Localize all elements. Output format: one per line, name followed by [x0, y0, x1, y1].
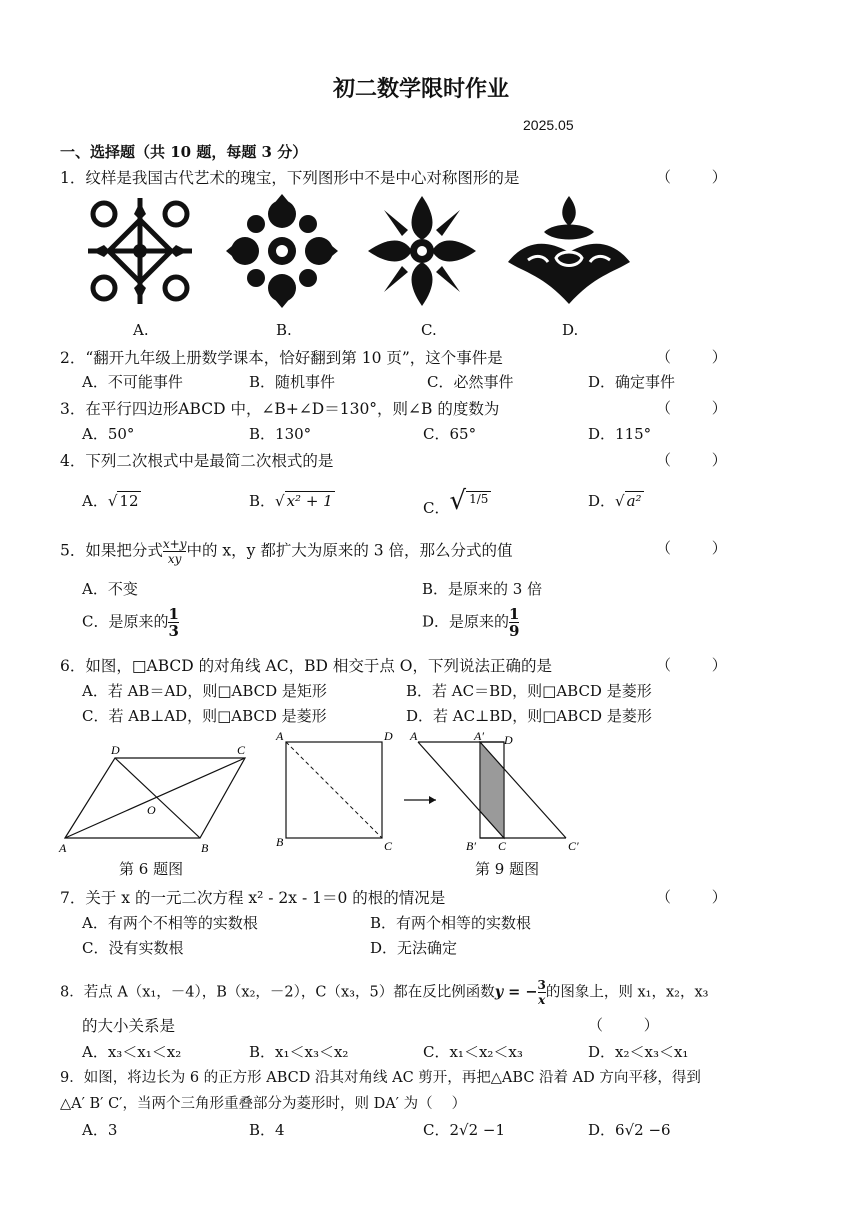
section-heading: 一、选择题（共 10 题，每题 3 分） [60, 143, 308, 161]
q8-option-d: D．x₂＜x₃＜x₁ [588, 1043, 689, 1061]
q4-text: 4．下列二次根式中是最简二次根式的是 [60, 452, 334, 470]
page-title: 初二数学限时作业 [333, 77, 510, 102]
q4-radicand-b: x² + 1 [286, 492, 333, 510]
q4-radicand-a: 12 [119, 492, 139, 510]
q3-option-b: B．130° [249, 425, 312, 443]
q1-option-a: A. [133, 321, 149, 339]
fig9-label-a2: A [410, 729, 418, 743]
q7-option-b: B．有两个相等的实数根 [370, 914, 532, 932]
q5-option-b: B．是原来的 3 倍 [422, 580, 543, 598]
q9-option-a: A．3 [82, 1121, 118, 1139]
q6-option-c: C．若 AB⊥AD，则□ABCD 是菱形 [82, 707, 327, 725]
pattern-a-image [84, 192, 196, 310]
fig9-label-d2: D [504, 733, 513, 747]
q7-answer-bracket: （ ） [656, 888, 745, 906]
q6-answer-bracket: （ ） [656, 656, 745, 674]
fig9-label-a-prime: A′ [474, 729, 484, 743]
q3-option-c: C．65° [423, 425, 477, 443]
q7-option-c: C．没有实数根 [82, 939, 184, 957]
q8-text-line2: 的大小关系是 [82, 1017, 176, 1035]
fig9-label-d: D [384, 729, 393, 743]
date: 2025.05 [523, 117, 574, 133]
q3-option-a: A．50° [82, 425, 135, 443]
q4-radicand-d: a² [626, 492, 642, 510]
fig9-label-c: C [384, 839, 393, 853]
q4-option-a: A．√ 12 [82, 492, 139, 510]
pattern-c-image [366, 192, 478, 310]
q2-text: 2．“翻开九年级上册数学课本，恰好翻到第 10 页”，这个事件是 [60, 349, 503, 367]
q6-option-d: D．若 AC⊥BD，则□ABCD 是菱形 [406, 707, 652, 725]
q5-answer-bracket: （ ） [656, 539, 745, 557]
q4-radicand-c: 1/5 [466, 491, 491, 506]
figure-6-caption: 第 6 题图 [119, 860, 184, 878]
q9-option-d: D．6√2 −6 [588, 1121, 671, 1139]
q1-option-b: B. [276, 321, 292, 339]
q1-answer-bracket: （ ） [656, 168, 745, 186]
q5-text: 5．如果把分式 $\frac{x+y}{xy}$ 中的 x，y 都扩大为原来的 3 倍，那么分式的值 [60, 537, 513, 566]
q8-text: 8．若点 A（x₁，－4），B（x₂，－2），C（x₃，5）都在反比例函数y = − $\frac{3}{x}$ 的图象上，则 x₁，x₂，x₃ [60, 978, 709, 1007]
fig9-label-c2: C [498, 839, 507, 853]
q5-option-a: A．不变 [82, 580, 138, 598]
q9-option-b: B．4 [249, 1121, 285, 1139]
q2-answer-bracket: （ ） [656, 348, 745, 366]
figure-6-parallelogram [55, 740, 255, 855]
q8-option-a: A．x₃＜x₁＜x₂ [82, 1043, 182, 1061]
q8-option-b: B．x₁＜x₃＜x₂ [249, 1043, 349, 1061]
translate-arrow-icon [404, 796, 436, 804]
q2-option-a: A．不可能事件 [82, 373, 183, 391]
q5-fraction: $\frac{x+y}{xy}$ [162, 537, 187, 566]
q5-option-c: C．是原来的 $\frac{1}{3}$ [82, 605, 179, 640]
fig9-label-b: B [276, 835, 284, 849]
pattern-b-image [226, 192, 338, 310]
q9-text-line2: △A′ B′ C′，当两个三角形重叠部分为菱形时，则 DA′ 为（ ） [60, 1096, 467, 1112]
q1-option-c: C. [421, 321, 437, 339]
fig6-label-c: C [237, 743, 246, 757]
q9-text: 9．如图，将边长为 6 的正方形 ABCD 沿其对角线 AC 剪开，再把△ABC 沿着 AD 方向平移，得到 [60, 1070, 701, 1086]
q2-option-d: D．确定事件 [588, 373, 676, 391]
q9-option-c: C．2√2 −1 [423, 1121, 506, 1139]
q5-option-d: D．是原来的 $\frac{1}{9}$ [422, 605, 520, 640]
fig9-label-b-prime: B′ [466, 839, 476, 853]
q3-text: 3．在平行四边形ABCD 中，∠B+∠D＝130°，则∠B 的度数为 [60, 400, 500, 418]
q7-option-d: D．无法确定 [370, 939, 458, 957]
q2-option-b: B．随机事件 [249, 373, 336, 391]
fig9-label-a: A [276, 729, 284, 743]
q4-option-c: C．√ 1/5 [423, 480, 491, 510]
figure-9-square-translation [272, 728, 592, 856]
figure-9-caption: 第 9 题图 [475, 860, 540, 878]
q3-option-d: D．115° [588, 425, 652, 443]
pattern-d-image [504, 192, 634, 310]
q4-answer-bracket: （ ） [656, 451, 745, 469]
q1-option-d: D. [562, 321, 579, 339]
q2-option-c: C．必然事件 [427, 373, 514, 391]
q3-answer-bracket: （ ） [656, 399, 745, 417]
q6-text: 6．如图，□ABCD 的对角线 AC，BD 相交于点 O，下列说法正确的是 [60, 657, 552, 675]
q4-option-d: D．√ a² [588, 492, 642, 510]
fig6-label-d: D [111, 743, 120, 757]
fig6-label-o: O [147, 803, 156, 817]
fig9-label-c-prime: C′ [568, 839, 579, 853]
q7-text: 7．关于 x 的一元二次方程 x² - 2x - 1＝0 的根的情况是 [60, 889, 446, 907]
q6-option-b: B．若 AC＝BD，则□ABCD 是菱形 [406, 682, 652, 700]
q4-option-b: B．√ x² + 1 [249, 492, 333, 510]
q8-answer-bracket: （ ） [588, 1016, 677, 1034]
q6-option-a: A．若 AB＝AD，则□ABCD 是矩形 [82, 682, 327, 700]
fig6-label-a: A [59, 841, 67, 855]
q8-option-c: C．x₁＜x₂＜x₃ [423, 1043, 523, 1061]
fig6-label-b: B [201, 841, 209, 855]
q1-text: 1．纹样是我国古代艺术的瑰宝，下列图形中不是中心对称图形的是 [60, 169, 520, 187]
q7-option-a: A．有两个不相等的实数根 [82, 914, 258, 932]
